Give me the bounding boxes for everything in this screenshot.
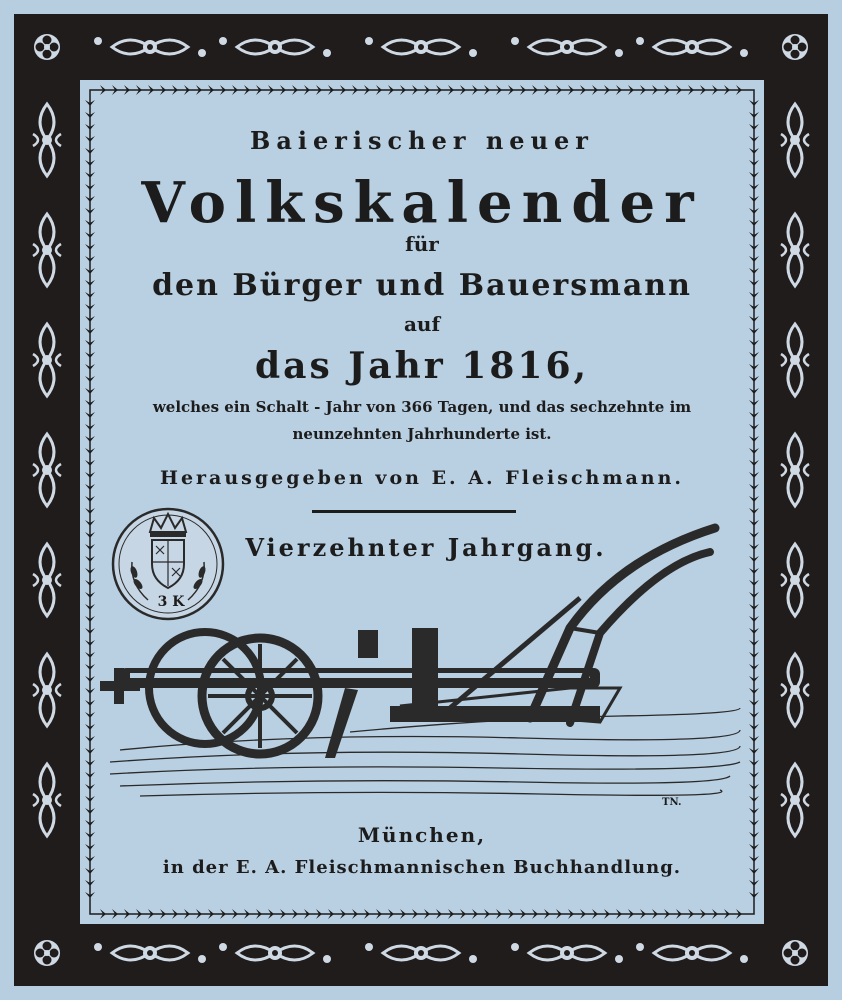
description-line-2: neunzehnten Jahrhunderte ist. — [292, 425, 552, 443]
engraver-mark: TN. — [662, 797, 682, 808]
title-line-1: Baierischer neuer — [250, 126, 594, 155]
stamp-value-label: 3 K — [157, 594, 185, 610]
year-line: das Jahr 1816, — [254, 345, 590, 387]
divider-rule — [312, 510, 516, 513]
publisher-line: in der E. A. Fleischmannischen Buchhandlung. — [162, 857, 682, 878]
on-word: auf — [403, 312, 441, 336]
main-title: Volkskalender — [141, 170, 703, 236]
edition-line: Vierzehnter Jahrgang. — [245, 533, 607, 562]
editor-line: Herausgegeben von E. A. Fleischmann. — [160, 467, 684, 489]
plough-illustration-icon — [100, 518, 750, 808]
city-line: München, — [357, 823, 487, 847]
description-line-1: welches ein Schalt - Jahr von 366 Tagen, und das sechzehnte im — [152, 398, 692, 416]
for-word: für — [405, 232, 439, 256]
audience-line: den Bürger und Bauersmann — [152, 268, 692, 303]
